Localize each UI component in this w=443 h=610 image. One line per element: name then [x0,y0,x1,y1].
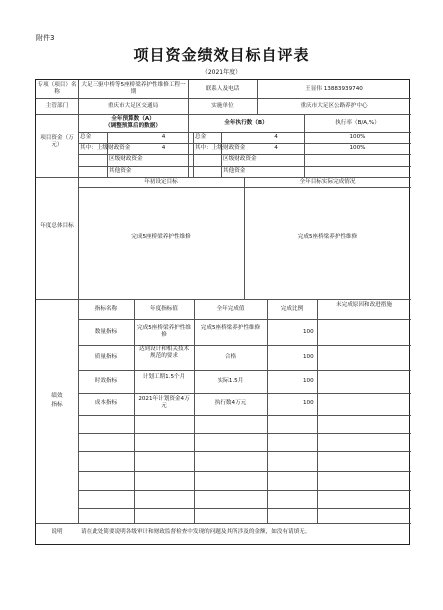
attachment-label: 附件3 [36,34,55,42]
ind-row-target: 计划工期1.5个月 [142,374,186,380]
funds-label: 项目资金（万元） [40,135,74,148]
dept-value: 重庆市大足区交通局 [107,103,159,109]
ind-row-ratio: 100 [303,329,314,335]
goals-plan-header: 年初设定目标 [144,179,178,185]
ind-row-name: 数量指标 [94,329,118,335]
fund-row-label-r: 其中：上级财政资金 [195,145,246,151]
ind-row-ratio: 100 [303,354,314,360]
page-title: 项目资金绩效目标自评表 [133,46,310,64]
ind-row-done: 合格 [224,354,237,360]
dept-label: 主管部门 [45,103,69,109]
rate-header: 执行率（B/A,%） [335,120,380,126]
ind-header-target: 年度指标值 [150,306,178,312]
fund-row-a: 4 [161,145,166,151]
budget-header: 全年预算数（A） [111,116,155,122]
fund-row-b: 4 [274,134,278,140]
ind-row-ratio: 100 [303,400,314,406]
fund-row-a: 4 [161,134,166,140]
ind-row-ratio: 100 [303,378,314,384]
impl-value: 重庆市大足区公路养护中心 [300,103,368,109]
budget-header-note: （调整预算后的数据） [105,123,161,129]
fund-row-label-r: 区级财政资金 [223,156,257,162]
fund-row-rate: 100% [349,145,366,151]
evaluation-table [35,79,410,545]
indicators-label: 绩效指标 [51,393,63,408]
ind-row-target: 2021年计划资金4万元 [138,396,190,409]
ind-header-done: 全年完成值 [216,306,245,312]
project-name-label: 专项（项目）名称 [37,82,77,95]
ind-row-done: 完成5座桥梁养护性维修 [200,325,261,331]
ind-row-done: 执行数4万元 [214,400,247,406]
impl-label: 实施单位 [211,103,234,109]
ind-header-ratio: 完成比例 [280,306,304,312]
footer-label: 说明 [51,529,63,535]
ind-header-name: 指标名称 [94,306,118,312]
ind-row-name: 成本指标 [94,400,118,406]
year-label: （2021年度） [201,69,242,76]
goals-actual: 完成5座桥梁养护性维修 [297,234,358,240]
ind-row-name: 质量指标 [94,354,118,360]
contact-label: 联系人及电话 [205,86,240,92]
fund-row-label-l: 其中：上级财政资金 [80,145,131,151]
ind-row-target: 达到设计和相关技术规范的要求 [138,346,190,359]
fund-row-label-l: 其他资金 [109,168,132,174]
goals-actual-header: 全年目标实际完成情况 [299,179,356,185]
contact-value: 王显伟 13883939740 [305,86,363,92]
fund-row-b: 4 [274,145,278,151]
fund-row-label-r: 其他资金 [223,168,246,174]
footer-text: 请在此处简要说明各级审计和财政监督检查中发现的问题及其所涉及的金额，如没有请填无。 [81,529,311,535]
ind-row-done: 实际1.5月 [217,378,244,384]
ind-row-name: 时效指标 [94,378,118,384]
fund-row-label-l: 总金 [80,134,92,140]
ind-header-note: 未完成原因和改进措施 [336,302,392,308]
fund-row-rate: 100% [349,134,366,140]
goals-label: 年度总体目标 [40,223,74,229]
fund-row-label-r: 总金 [195,134,207,140]
goals-plan: 完成5座桥梁养护性维修 [131,234,191,240]
exec-header: 全年执行数（B） [224,120,268,126]
fund-row-label-l: 区级财政资金 [109,156,143,162]
project-name-value: 大足三驱中桥等5座桥梁养护性维修工程一期 [81,82,186,95]
ind-row-target: 完成5座桥梁养护性维修 [137,325,191,338]
